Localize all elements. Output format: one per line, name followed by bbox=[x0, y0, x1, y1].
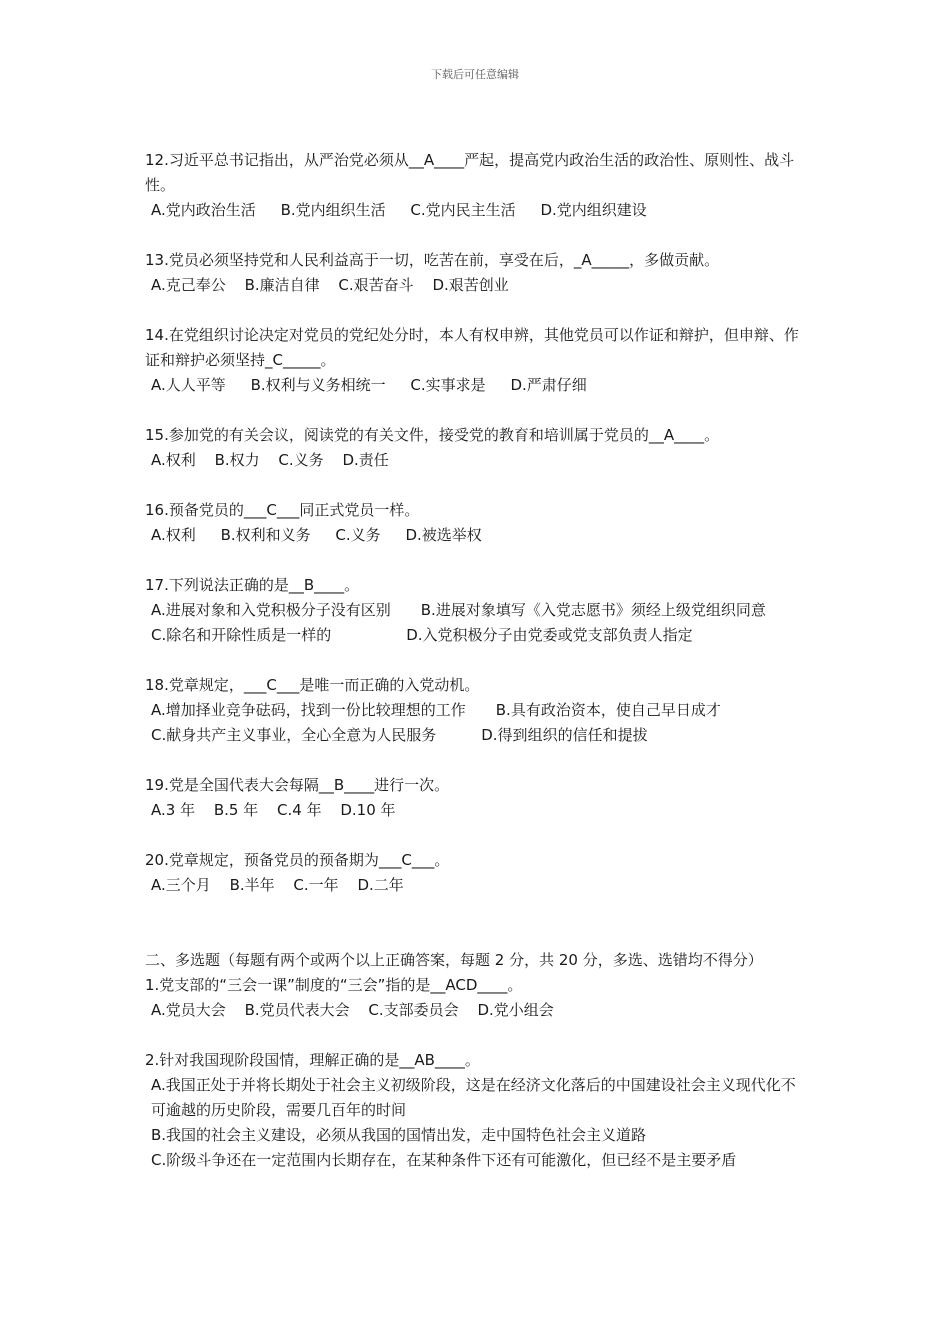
question-stem: 17.下列说法正确的是__B____。 bbox=[145, 576, 360, 594]
option-d: D.艰苦创业 bbox=[432, 276, 509, 294]
option-c: C.义务 bbox=[335, 526, 381, 544]
options-row bbox=[145, 448, 810, 473]
question-stem: 20.党章规定，预备党员的预备期为___C___。 bbox=[145, 851, 450, 869]
question-14 bbox=[145, 323, 810, 398]
option-b: B.廉洁自律 bbox=[244, 276, 320, 294]
option-c-line: C.阶级斗争还在一定范围内长期存在，在某种条件下还有可能激化，但已经不是主要矛盾 bbox=[151, 1151, 737, 1169]
multi-question-2 bbox=[145, 1048, 810, 1173]
option-c: C.党内民主生活 bbox=[410, 201, 516, 219]
question-stem: 2.针对我国现阶段国情，理解正确的是__AB____。 bbox=[145, 1051, 480, 1069]
header-note: 下载后可任意编辑 bbox=[431, 68, 519, 81]
document-body bbox=[145, 148, 810, 1198]
option-b-line: B.我国的社会主义建设，必须从我国的国情出发，走中国特色社会主义道路 bbox=[151, 1126, 647, 1144]
question-stem: 18.党章规定，___C___是唯一而正确的入党动机。 bbox=[145, 676, 480, 694]
question-18 bbox=[145, 673, 810, 748]
option-a: A.党员大会 bbox=[151, 1001, 226, 1019]
option-c: C.实事求是 bbox=[410, 376, 486, 394]
question-19 bbox=[145, 773, 810, 823]
option-d: D.责任 bbox=[342, 451, 389, 469]
option-a: A.人人平等 bbox=[151, 376, 226, 394]
option-b: B.党员代表大会 bbox=[244, 1001, 350, 1019]
option-b: B.5 年 bbox=[213, 801, 259, 819]
section-title: 二、多选题（每题有两个或两个以上正确答案，每题 2 分，共 20 分，多选、选错均不得分） bbox=[145, 951, 763, 969]
option-a-line: A.我国正处于并将长期处于社会主义初级阶段，这是在经济文化落后的中国建设社会主义现代化不可逾越的历史阶段，需要几百年的时间 bbox=[151, 1076, 796, 1119]
options-row bbox=[145, 798, 810, 823]
option-a: A.权利 bbox=[151, 526, 196, 544]
option-b: B.权力 bbox=[214, 451, 260, 469]
option-d: D.党小组会 bbox=[477, 1001, 554, 1019]
options-row bbox=[145, 873, 810, 898]
option-b: B.权利与义务相统一 bbox=[250, 376, 386, 394]
option-c: C.义务 bbox=[278, 451, 324, 469]
option-a: A.三个月 bbox=[151, 876, 211, 894]
options-row-ab: A.增加择业竞争砝码，找到一份比较理想的工作 B.具有政治资本，使自己早日成才 bbox=[151, 701, 721, 719]
option-b: B.半年 bbox=[229, 876, 275, 894]
multi-question-1 bbox=[145, 973, 810, 1023]
option-c: C.支部委员会 bbox=[368, 1001, 459, 1019]
question-15 bbox=[145, 423, 810, 473]
option-a: A.3 年 bbox=[151, 801, 196, 819]
question-13 bbox=[145, 248, 810, 298]
options-row-ab: A.进展对象和入党积极分子没有区别 B.进展对象填写《入党志愿书》须经上级党组织同意 bbox=[151, 601, 766, 619]
options-row bbox=[145, 273, 810, 298]
options-row bbox=[145, 523, 810, 548]
option-d: D.党内组织建设 bbox=[540, 201, 647, 219]
section-spacer bbox=[145, 923, 810, 948]
option-c: C.一年 bbox=[293, 876, 339, 894]
option-d: D.被选举权 bbox=[405, 526, 482, 544]
question-16 bbox=[145, 498, 810, 548]
options-row-cd: C.献身共产主义事业，全心全意为人民服务 D.得到组织的信任和提拔 bbox=[151, 726, 648, 744]
question-20 bbox=[145, 848, 810, 898]
option-d: D.严肃仔细 bbox=[510, 376, 587, 394]
question-stem: 12.习近平总书记指出，从严治党必须从__A____严起，提高党内政治生活的政治性、原则性、战斗性。 bbox=[145, 151, 795, 194]
option-d: D.10 年 bbox=[340, 801, 396, 819]
option-a: A.克己奉公 bbox=[151, 276, 226, 294]
option-a: A.党内政治生活 bbox=[151, 201, 256, 219]
options-row bbox=[145, 373, 810, 398]
options-row bbox=[145, 198, 810, 223]
question-17 bbox=[145, 573, 810, 648]
options-row-cd: C.除名和开除性质是一样的 D.入党积极分子由党委或党支部负责人指定 bbox=[151, 626, 693, 644]
question-stem: 13.党员必须坚持党和人民利益高于一切，吃苦在前，享受在后，_A_____，多做贡献。 bbox=[145, 251, 720, 269]
options-row bbox=[145, 998, 810, 1023]
option-b: B.党内组织生活 bbox=[280, 201, 386, 219]
question-stem: 1.党支部的“三会一课”制度的“三会”指的是__ACD____。 bbox=[145, 976, 523, 994]
option-c: C.4 年 bbox=[277, 801, 322, 819]
question-stem: 19.党是全国代表大会每隔__B____进行一次。 bbox=[145, 776, 450, 794]
option-c: C.艰苦奋斗 bbox=[338, 276, 414, 294]
question-12 bbox=[145, 148, 810, 223]
question-stem: 15.参加党的有关会议，阅读党的有关文件，接受党的教育和培训属于党员的__A____。 bbox=[145, 426, 720, 444]
question-stem: 16.预备党员的___C___同正式党员一样。 bbox=[145, 501, 420, 519]
option-a: A.权利 bbox=[151, 451, 196, 469]
option-b: B.权利和义务 bbox=[220, 526, 311, 544]
option-d: D.二年 bbox=[357, 876, 404, 894]
question-stem: 14.在党组织讨论决定对党员的党纪处分时，本人有权申辨，其他党员可以作证和辩护，但申辩、作证和辩护必须坚持_C_____。 bbox=[145, 326, 799, 369]
